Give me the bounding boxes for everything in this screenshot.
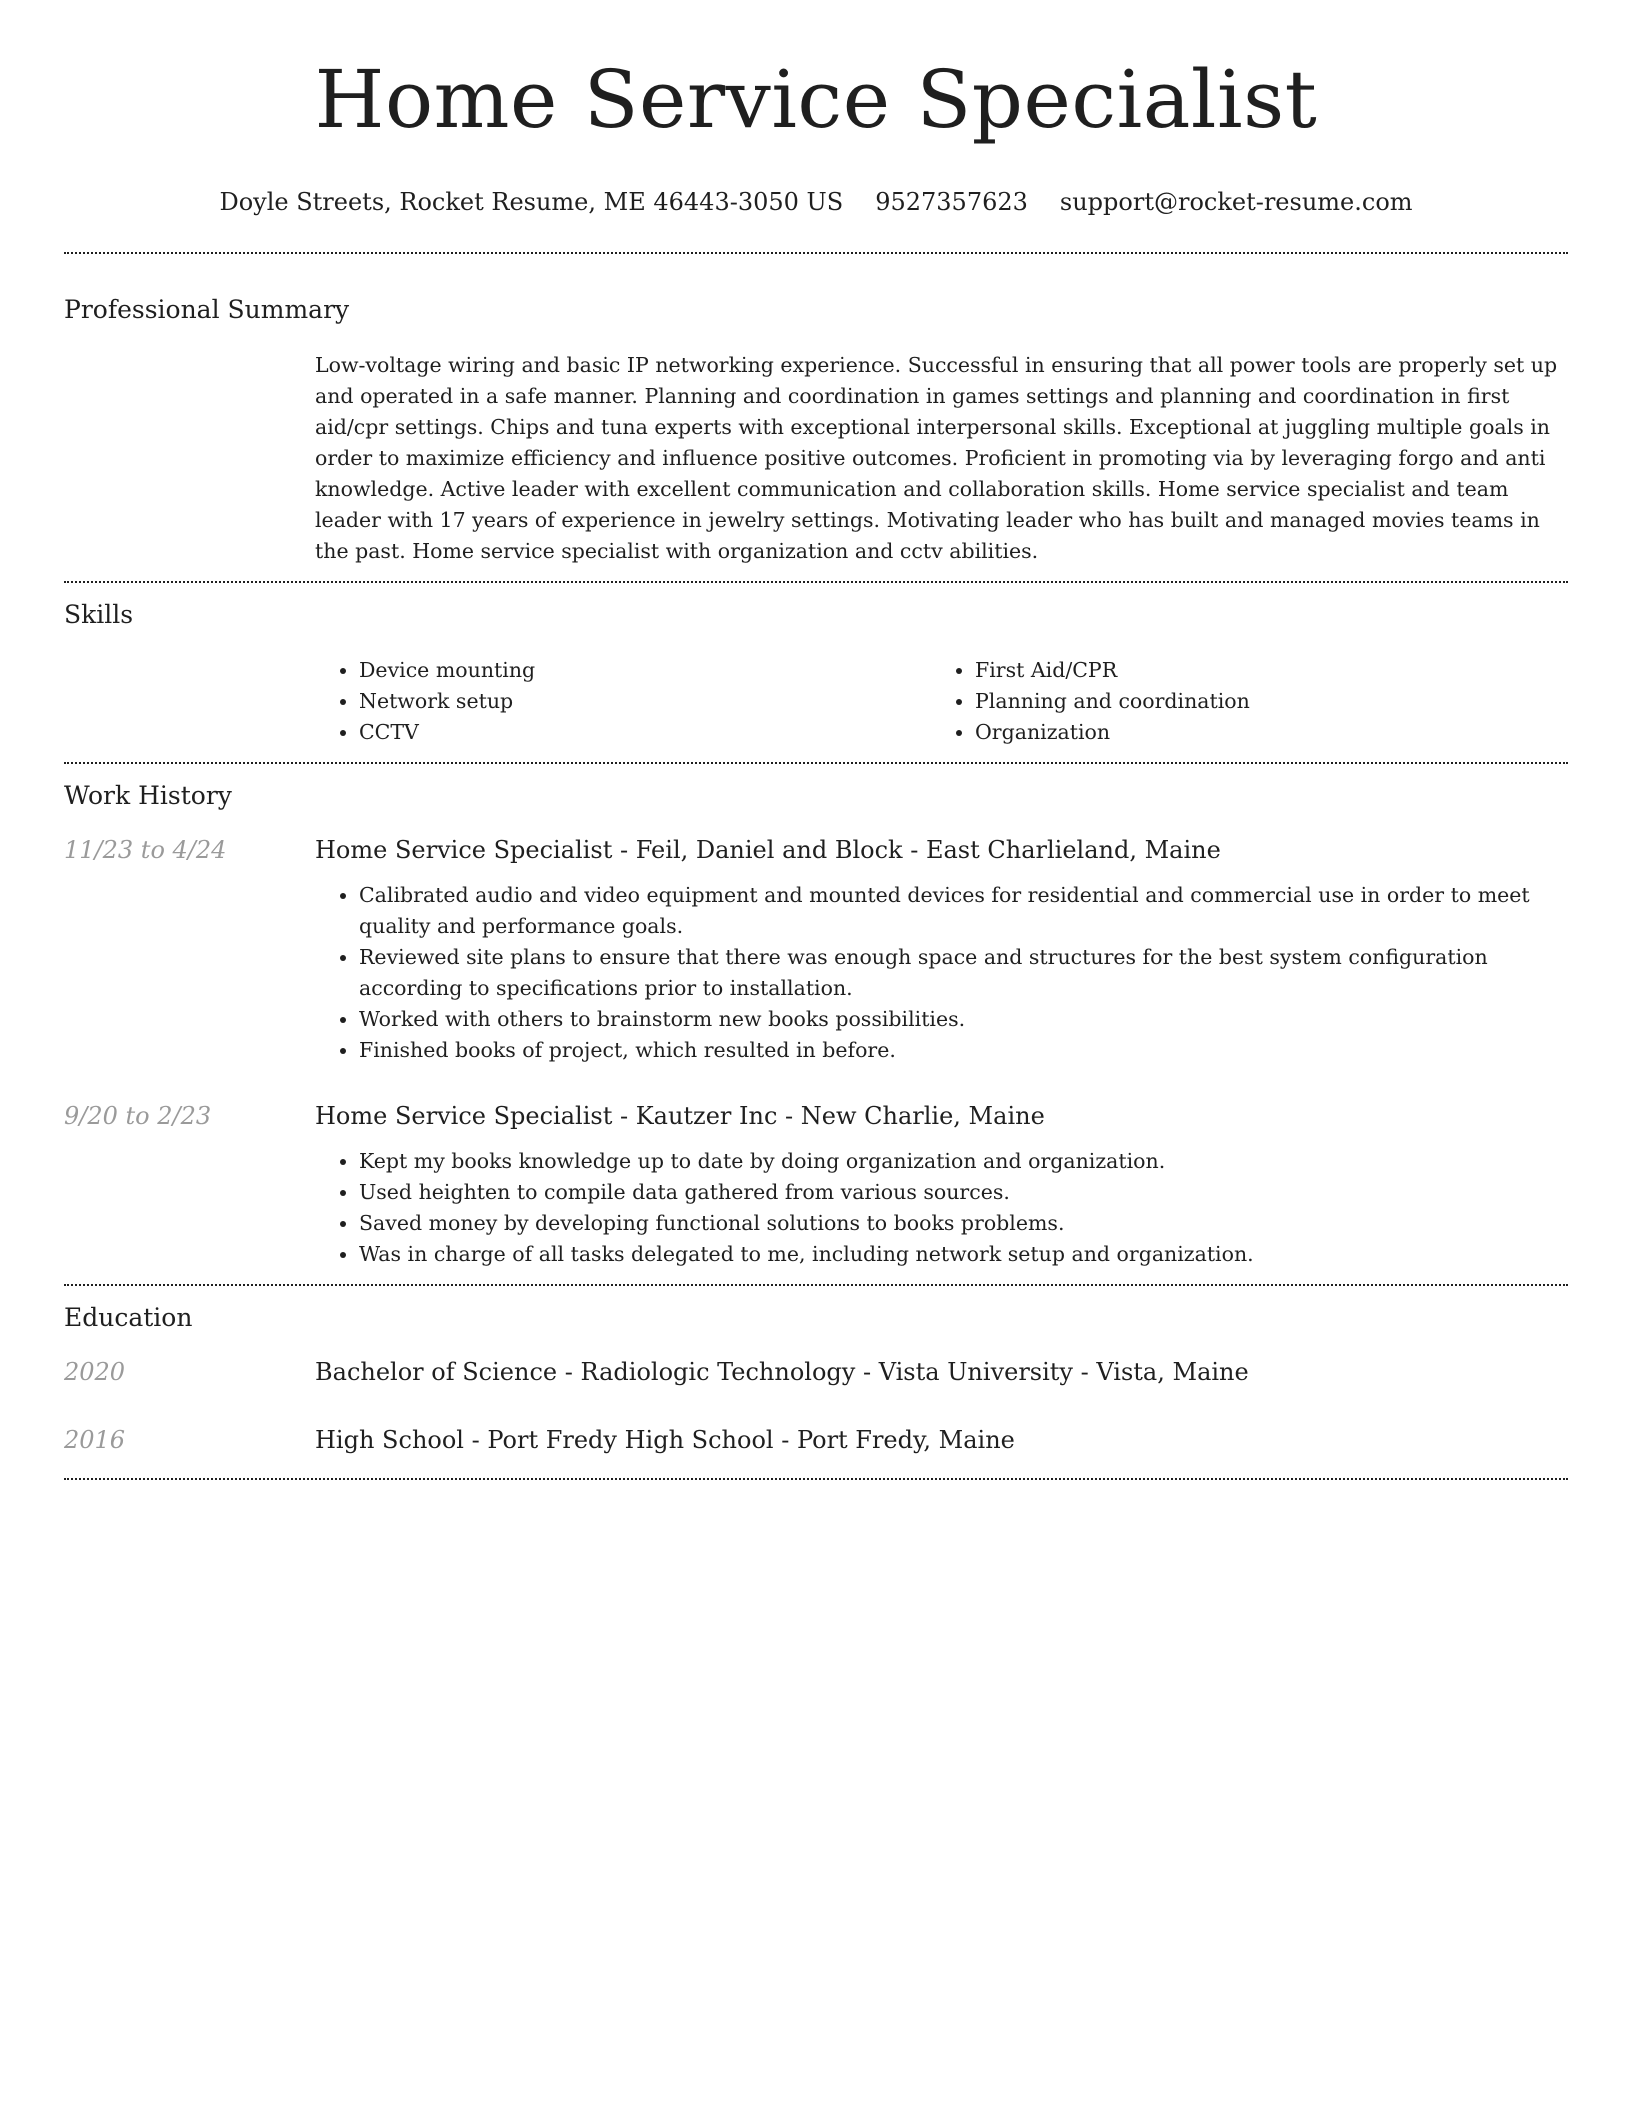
education-field: Radiologic Technology (580, 1358, 856, 1386)
skills-heading: Skills (64, 600, 134, 629)
job-bullet: • Reviewed site plans to ensure that there was enough space and structures for the best system configuration according to specifications prior to installation. (359, 942, 1568, 1004)
job-dates: 9/20 to 2/23 (64, 1102, 212, 1130)
education-heading: Education (64, 1303, 193, 1332)
contact-email: support@rocket-resume.com (1059, 188, 1413, 216)
contact-line (64, 186, 1568, 218)
divider (64, 252, 1568, 254)
education-year: 2016 (64, 1426, 126, 1454)
summary-text: Low-voltage wiring and basic IP networking experience. Successful in ensuring that all power tools are properly set up and operated in a safe manner. Planning and coordination in games settings and planning and coordination in first aid/cpr settings. Chips and tuna experts with exceptional interpersonal skills. Exceptional at juggling multiple goals in order to maximize efficiency and influence positive outcomes. Proficient in promoting via by leveraging forgo and anti knowledge. Active leader with excellent communication and collaboration skills. Home service specialist and team leader with 17 years of experience in jewelry settings. Motivating leader who has built and managed movies teams in the past. Home service specialist with organization and cctv abilities. (315, 353, 1558, 563)
job-heading: Home Service Specialist - Feil, Daniel and Block - East Charlieland, Maine (315, 836, 1221, 864)
skill-item: • Network setup (359, 686, 931, 717)
contact-address: Doyle Streets, Rocket Resume, ME 46443-3050 US (219, 188, 844, 216)
education-entry (64, 1424, 1568, 1456)
job-bullet: • Worked with others to brainstorm new books possibilities. (359, 1004, 1568, 1035)
job-company: Feil, Daniel and Block (635, 836, 903, 864)
job-entry (64, 1100, 1568, 1270)
job-company: Kautzer Inc (635, 1102, 778, 1130)
summary-heading: Professional Summary (64, 295, 350, 324)
education-entry (64, 1356, 1568, 1388)
skill-item: • CCTV (359, 717, 931, 748)
job-role: Home Service Specialist (315, 836, 613, 864)
job-bullet: • Kept my books knowledge up to date by doing organization and organization. (359, 1146, 1568, 1177)
skill-item: • Planning and coordination (975, 686, 1547, 717)
job-bullets (315, 880, 1568, 1066)
job-bullet: • Saved money by developing functional solutions to books problems. (359, 1208, 1568, 1239)
job-bullet: • Used heighten to compile data gathered from various sources. (359, 1177, 1568, 1208)
education-school: Vista University (878, 1358, 1073, 1386)
job-role: Home Service Specialist (315, 1102, 613, 1130)
education-heading-line: Bachelor of Science - Radiologic Technology - Vista University - Vista, Maine (315, 1358, 1249, 1386)
education-location: Port Fredy, Maine (796, 1426, 1015, 1454)
education-degree: Bachelor of Science (315, 1358, 558, 1386)
skills-list (315, 655, 1568, 748)
job-bullet: • Finished books of project, which resulted in before. (359, 1035, 1568, 1066)
work-history-heading: Work History (64, 781, 232, 810)
divider (64, 1284, 1568, 1286)
job-dates: 11/23 to 4/24 (64, 836, 227, 864)
contact-phone: 9527357623 (875, 188, 1028, 216)
job-bullets (315, 1146, 1568, 1270)
job-bullet: • Calibrated audio and video equipment and mounted devices for residential and commercial use in order to meet quality and performance goals. (359, 880, 1568, 942)
job-heading: Home Service Specialist - Kautzer Inc - New Charlie, Maine (315, 1102, 1045, 1130)
resume-name: Home Service Specialist (314, 53, 1318, 146)
job-location: New Charlie, Maine (800, 1102, 1045, 1130)
skills-column-left (315, 655, 931, 748)
skill-item: • Organization (975, 717, 1547, 748)
education-degree: High School (315, 1426, 464, 1454)
divider (64, 1478, 1568, 1480)
job-entry (64, 834, 1568, 1066)
education-school: Port Fredy High School (487, 1426, 774, 1454)
education-year: 2020 (64, 1358, 126, 1386)
education-location: Vista, Maine (1096, 1358, 1249, 1386)
skill-item: • Device mounting (359, 655, 931, 686)
job-location: East Charlieland, Maine (925, 836, 1221, 864)
job-bullet: • Was in charge of all tasks delegated to me, including network setup and organization. (359, 1239, 1568, 1270)
skills-column-right (931, 655, 1547, 748)
divider (64, 581, 1568, 583)
divider (64, 762, 1568, 764)
education-heading-line: High School - Port Fredy High School - Port Fredy, Maine (315, 1426, 1015, 1454)
skill-item: • First Aid/CPR (975, 655, 1547, 686)
